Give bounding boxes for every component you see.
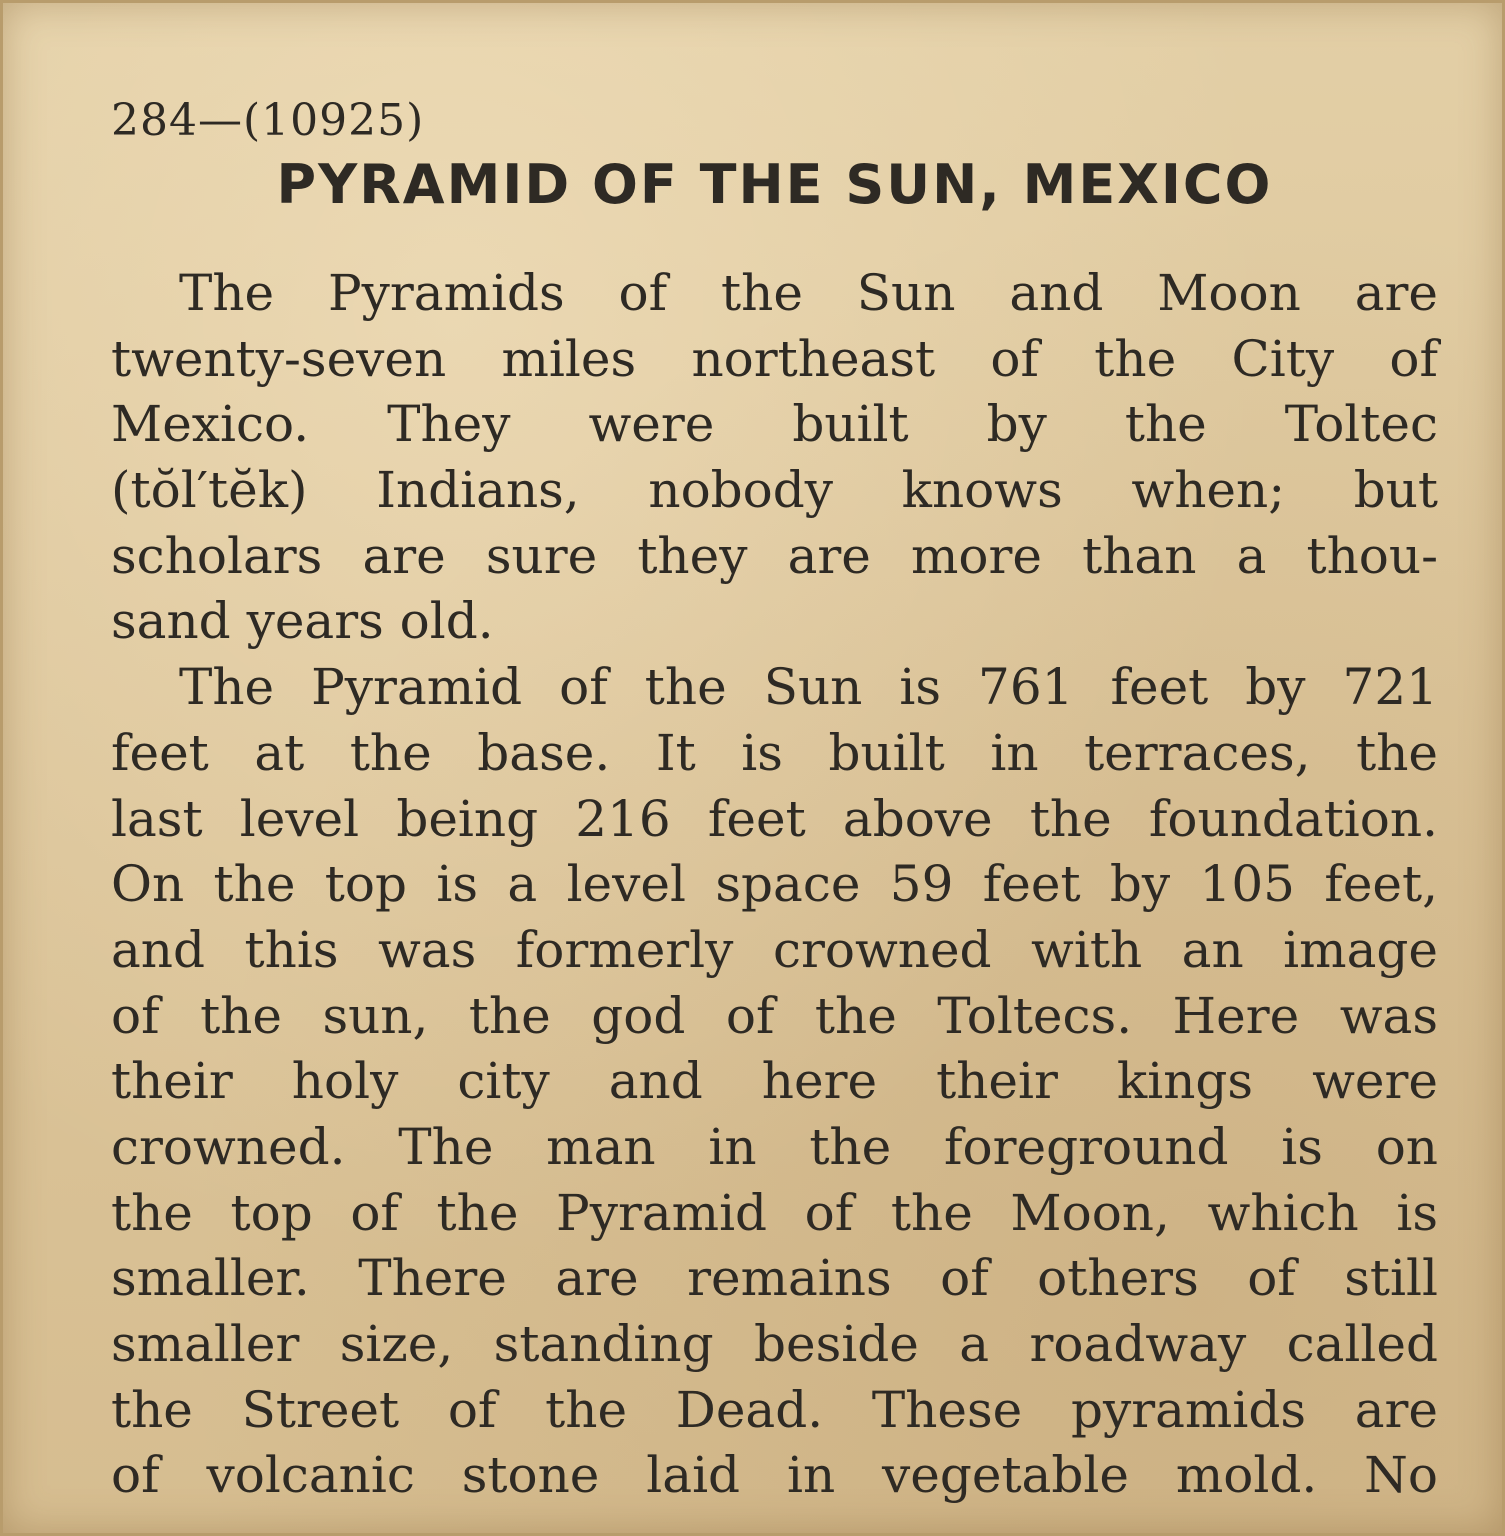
card-title: PYRAMID OF THE SUN, MEXICO: [276, 153, 1273, 216]
text-line: smaller size, standing beside a roadway called: [111, 1315, 1438, 1373]
text-line: feet at the base. It is built in terraces, the: [111, 723, 1438, 782]
text-line: last level being 216 feet above the foundation.: [111, 789, 1438, 848]
text-line: crowned. The man in the foreground is on: [111, 1117, 1438, 1176]
text-line: the top of the Pyramid of the Moon, which is: [111, 1183, 1438, 1242]
text-line: of volcanic stone laid in vegetable mold. No: [111, 1446, 1438, 1505]
catalog-number: 284—(10925): [111, 95, 425, 146]
text-line: and this was formerly crowned with an image: [111, 920, 1438, 979]
text-line: the Street of the Dead. These pyramids are: [111, 1380, 1438, 1439]
description-text: [111, 261, 1438, 1509]
text-line: On the top is a level space 59 feet by 105 feet,: [111, 855, 1438, 914]
text-line: Mexico. They were built by the Toltec: [111, 395, 1438, 454]
text-line: The Pyramids of the Sun and Moon are: [179, 264, 1438, 322]
text-line: sand years old.: [111, 592, 494, 651]
text-line: The Pyramid of the Sun is 761 feet by 721: [179, 658, 1438, 717]
text-line: twenty-seven miles northeast of the City of: [111, 329, 1438, 388]
text-line: scholars are sure they are more than a thou-: [111, 526, 1438, 585]
text-line: of the sun, the god of the Toltecs. Here was: [111, 986, 1438, 1045]
text-line: their holy city and here their kings were: [111, 1052, 1438, 1111]
text-line: smaller. There are remains of others of still: [111, 1249, 1438, 1308]
text-line: (tŏl′tĕk) Indians, nobody knows when; but: [111, 461, 1438, 520]
